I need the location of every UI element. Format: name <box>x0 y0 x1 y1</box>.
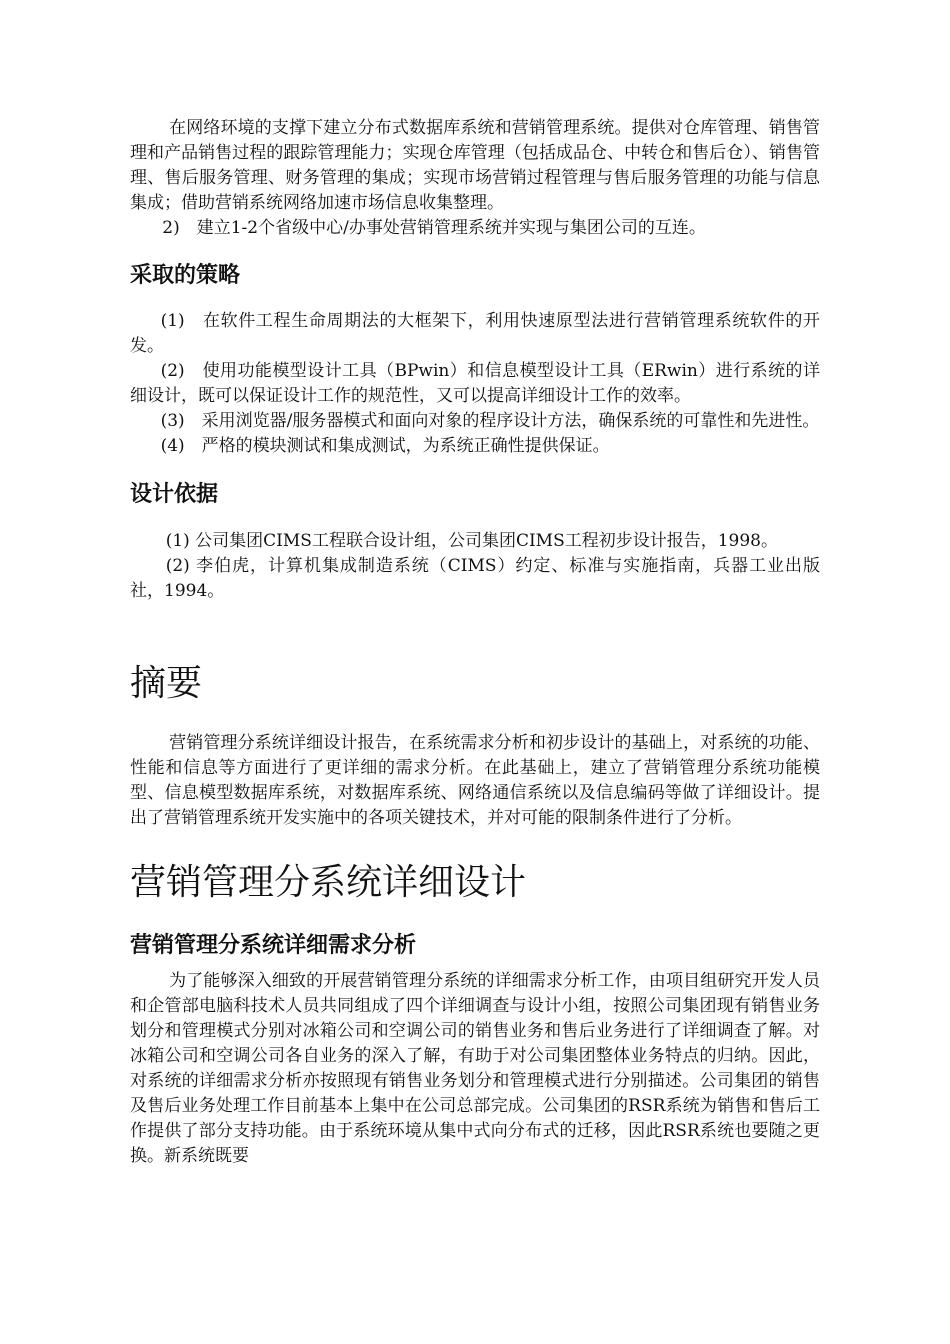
strategy-heading: 采取的策略 <box>130 263 241 288</box>
basis-heading: 设计依据 <box>130 482 219 507</box>
basis-item-1: (1) 公司集团CIMS工程联合设计组，公司集团CIMS工程初步设计报告，1998。 <box>165 531 778 551</box>
intro-goal-2: 2) 建立1-2个省级中心/办事处营销管理系统并实现与集团公司的互连。 <box>162 218 706 238</box>
strategy-item-3: (3) 采用浏览器/服务器模式和面向对象的程序设计方法，确保系统的可靠性和先进性。 <box>160 411 820 431</box>
intro-paragraph: 在网络环境的支撑下建立分布式数据库系统和营销管理系统。提供对仓库管理、销售管理和产品销售过程的跟踪管理能力；实现仓库管理（包括成品仓、中转仓和售后仓）、销售管理、售后服务管理、财务管理的集成；实现市场营销过程管理与售后服务管理的功能与信息集成；借助营销系统网络加速市场信息收集整理。 <box>130 118 820 213</box>
document-page <box>130 116 820 1169</box>
detail-design-heading: 营销管理分系统详细设计 <box>130 862 527 903</box>
strategy-item-1: (1) 在软件工程生命周期法的大框架下，利用快速原型法进行营销管理系统软件的开发。 <box>130 311 820 356</box>
abstract-heading: 摘要 <box>130 663 203 704</box>
strategy-item-2: (2) 使用功能模型设计工具（BPwin）和信息模型设计工具（ERwin）进行系统的详细设计，既可以保证设计工作的规范性，又可以提高详细设计工作的效率。 <box>130 361 820 406</box>
basis-item-2: (2) 李伯虎，计算机集成制造系统（CIMS）约定、标准与实施指南，兵器工业出版社，1994。 <box>130 556 820 601</box>
abstract-paragraph: 营销管理分系统详细设计报告，在系统需求分析和初步设计的基础上，对系统的功能、性能和信息等方面进行了更详细的需求分析。在此基础上，建立了营销管理分系统功能模型、信息模型数据库系统，对数据库系统、网络通信系统以及信息编码等做了详细设计。提出了营销管理系统开发实施中的各项关键技术，并对可能的限制条件进行了分析。 <box>130 733 820 828</box>
requirements-paragraph: 为了能够深入细致的开展营销管理分系统的详细需求分析工作，由项目组研究开发人员和企管部电脑科技术人员共同组成了四个详细调查与设计小组，按照公司集团现有销售业务划分和管理模式分别对冰箱公司和空调公司的销售业务和售后业务进行了详细调查了解。对冰箱公司和空调公司各自业务的深入了解，有助于对公司集团整体业务特点的归纳。因此，对系统的详细需求分析亦按照现有销售业务划分和管理模式进行分别描述。公司集团的销售及售后业务处理工作目前基本上集中在公司总部完成。公司集团的RSR系统为销售和售后工作提供了部分支持功能。由于系统环境从集中式向分布式的迁移，因此RSR系统也要随之更换。新系统既要 <box>130 971 820 1166</box>
requirements-heading: 营销管理分系统详细需求分析 <box>130 933 417 958</box>
strategy-item-4: (4) 严格的模块测试和集成测试，为系统正确性提供保证。 <box>160 436 610 456</box>
